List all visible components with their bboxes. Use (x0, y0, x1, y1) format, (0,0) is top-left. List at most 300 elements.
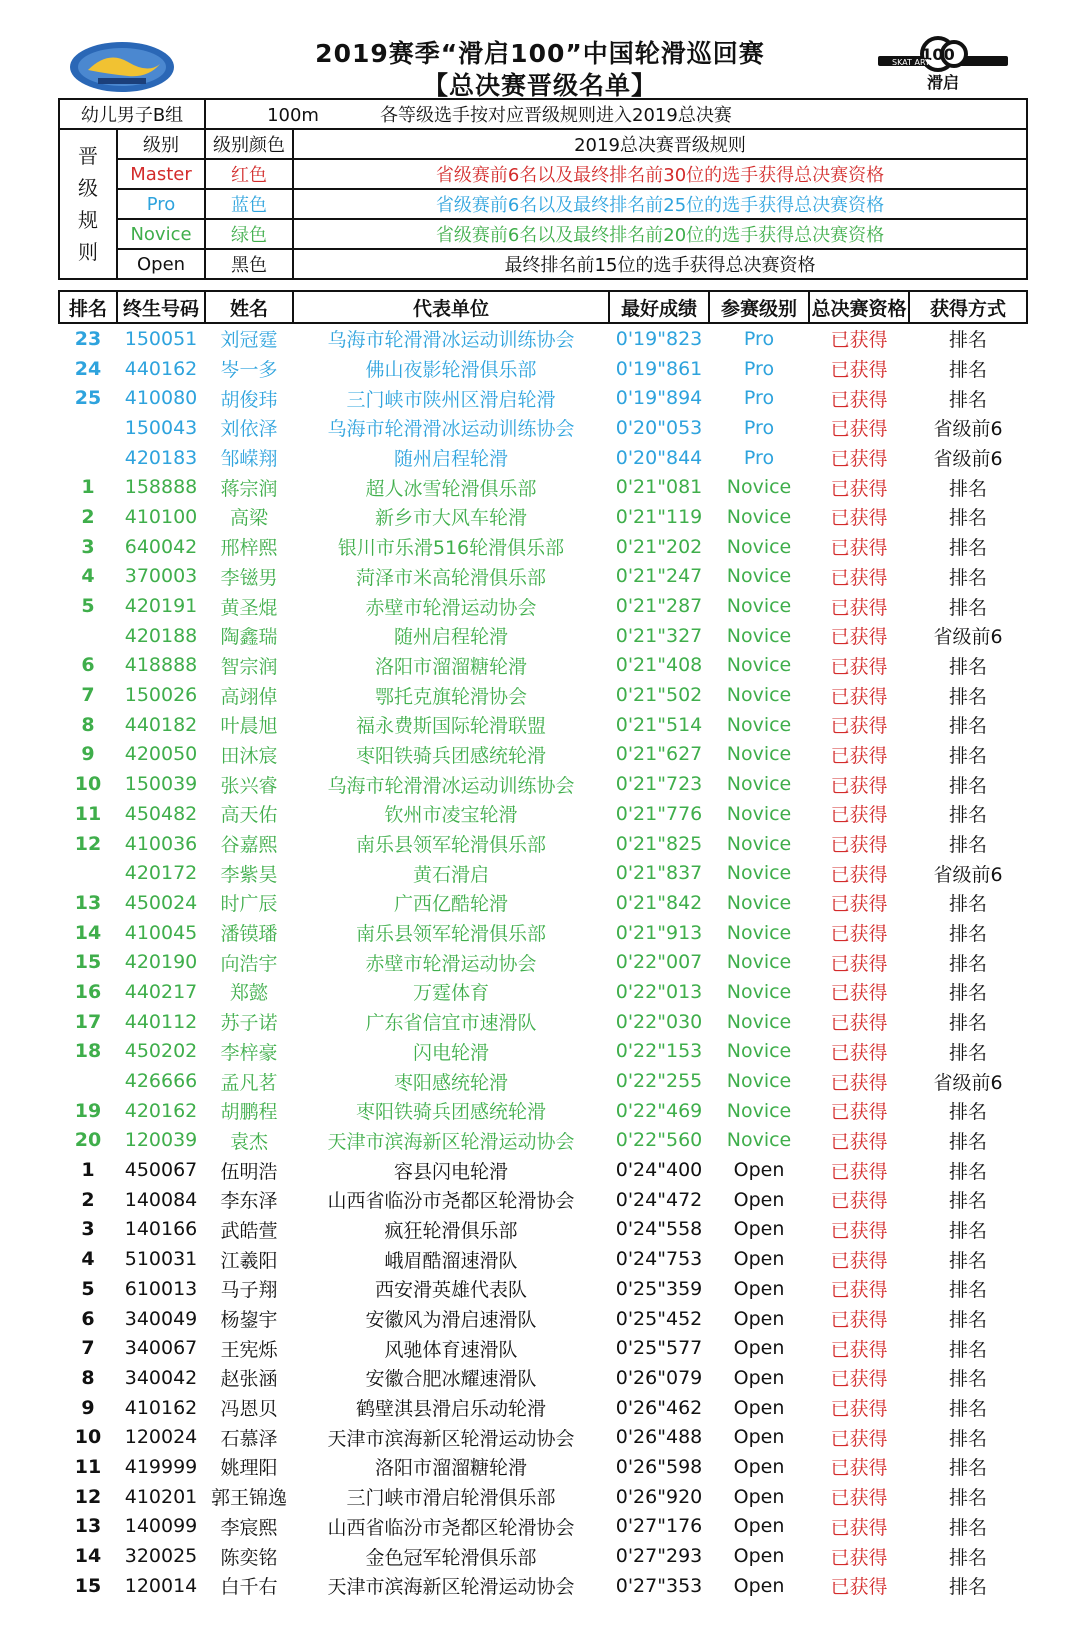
cell-method: 排名 (948, 1041, 987, 1064)
cell-qualification: 已获得 (830, 1576, 888, 1599)
cell-level: Open (733, 1277, 785, 1300)
cell-time: 0'26"598 (615, 1455, 703, 1478)
cell-id: 120039 (124, 1129, 198, 1152)
cell-level: Novice (726, 1040, 792, 1063)
cell-method: 排名 (948, 1219, 987, 1242)
cell-level: Novice (726, 1070, 792, 1093)
cell-rank (59, 1066, 117, 1096)
cell-unit: 新乡市大风车轮滑 (374, 507, 527, 530)
table-row (59, 1244, 1027, 1274)
rule-color: 黑色 (205, 249, 293, 279)
cell-time: 0'25"359 (615, 1277, 703, 1300)
cell-unit: 赤壁市轮滑运动协会 (365, 952, 537, 975)
cell-qualification: 已获得 (830, 774, 888, 797)
page-subtitle: 【总决赛晋级名单】 (422, 71, 657, 100)
cell-time: 0'24"558 (615, 1218, 703, 1241)
table-row (59, 591, 1027, 621)
cell-time: 0'20"053 (615, 416, 703, 439)
cell-rank (59, 413, 117, 443)
cell-time: 0'21"247 (615, 565, 703, 588)
rule-level: Open (117, 249, 205, 279)
cell-rank: 19 (74, 1099, 102, 1122)
cell-qualification: 已获得 (830, 1487, 888, 1510)
cell-qualification: 已获得 (830, 1516, 888, 1539)
cell-name: 武皓萱 (220, 1219, 278, 1242)
cell-rank: 13 (74, 1515, 102, 1538)
cell-id: 420191 (124, 595, 198, 618)
cell-rank (59, 443, 117, 473)
rule-level: Pro (117, 189, 205, 219)
table-row (59, 323, 1027, 354)
cell-rank: 7 (81, 684, 95, 707)
cell-unit: 闪电轮滑 (412, 1041, 489, 1064)
table-row (59, 562, 1027, 592)
cell-rank: 3 (81, 1218, 95, 1241)
table-row (59, 977, 1027, 1007)
document-header (0, 0, 1080, 98)
cell-method: 排名 (948, 1398, 987, 1421)
cell-rank: 16 (74, 980, 102, 1003)
cell-unit: 天津市滨海新区轮滑运动协会 (327, 1576, 575, 1599)
cell-id: 120014 (124, 1574, 198, 1597)
cell-qualification: 已获得 (830, 1130, 888, 1153)
cell-id: 420188 (124, 624, 198, 647)
cell-method: 排名 (948, 1457, 987, 1480)
cell-level: Novice (726, 832, 792, 855)
cell-name: 郭王锦逸 (210, 1487, 287, 1510)
rule-text: 省级赛前6名以及最终排名前20位的选手获得总决赛资格 (293, 219, 1027, 249)
cell-name: 王宪烁 (220, 1338, 278, 1361)
cell-time: 0'21"502 (615, 684, 703, 707)
cell-id: 450202 (124, 1040, 198, 1063)
rule-color: 蓝色 (205, 189, 293, 219)
cell-name: 赵张涵 (220, 1368, 278, 1391)
cell-level: Novice (726, 980, 792, 1003)
rule-color: 绿色 (205, 219, 293, 249)
cell-name: 李镃男 (220, 566, 278, 589)
cell-method: 排名 (948, 1338, 987, 1361)
cell-time: 0'22"153 (615, 1040, 703, 1063)
cell-rank: 5 (81, 595, 95, 618)
cell-time: 0'26"079 (615, 1366, 703, 1389)
cell-name: 岑一多 (220, 359, 278, 382)
table-row (59, 680, 1027, 710)
cell-name: 李梓豪 (220, 1041, 278, 1064)
cell-id: 340049 (124, 1307, 198, 1330)
cell-name: 陶鑫瑞 (220, 626, 278, 649)
cell-method: 排名 (948, 804, 987, 827)
cell-rank: 15 (74, 1574, 102, 1597)
cell-qualification: 已获得 (830, 1249, 888, 1272)
cell-rank: 20 (74, 1129, 102, 1152)
rules-header-row (59, 129, 1027, 159)
table-row (59, 354, 1027, 384)
cell-level: Novice (726, 565, 792, 588)
cell-time: 0'22"007 (615, 951, 703, 974)
cell-qualification: 已获得 (830, 1398, 888, 1421)
table-row (59, 829, 1027, 859)
rule-text: 省级赛前6名以及最终排名前30位的选手获得总决赛资格 (293, 159, 1027, 189)
table-row (59, 1007, 1027, 1037)
cell-time: 0'19"823 (615, 327, 703, 350)
group-event-note (205, 99, 1027, 129)
cell-method: 排名 (948, 1249, 987, 1272)
cell-level: Novice (726, 684, 792, 707)
cell-method: 排名 (948, 1546, 987, 1569)
cell-qualification: 已获得 (830, 863, 888, 886)
cell-rank: 14 (74, 1545, 102, 1568)
cell-method: 省级前6 (933, 626, 1003, 649)
cell-level: Open (733, 1366, 785, 1389)
table-row (59, 1363, 1027, 1393)
cell-unit: 峨眉酷溜速滑队 (384, 1249, 518, 1272)
table-row (59, 799, 1027, 829)
col-header-time: 最好成绩 (609, 291, 709, 323)
cell-qualification: 已获得 (830, 655, 888, 678)
cell-id: 340067 (124, 1337, 198, 1360)
cell-qualification: 已获得 (830, 1041, 888, 1064)
table-row (59, 502, 1027, 532)
cell-level: Novice (726, 802, 792, 825)
cell-method: 排名 (948, 596, 987, 619)
qualification-rules-table (58, 98, 1028, 280)
cell-qualification: 已获得 (830, 418, 888, 441)
cell-level: Novice (726, 505, 792, 528)
cell-id: 150039 (124, 773, 198, 796)
cell-name: 蒋宗润 (220, 477, 278, 500)
cell-time: 0'26"920 (615, 1485, 703, 1508)
cell-name: 陈奕铭 (220, 1546, 278, 1569)
cell-id: 450024 (124, 891, 198, 914)
cell-method: 排名 (948, 359, 987, 382)
col-header-qualification: 总决赛资格 (809, 291, 909, 323)
table-row (59, 1422, 1027, 1452)
cell-id: 410162 (124, 1396, 198, 1419)
cell-id: 120024 (124, 1426, 198, 1449)
cell-rank (59, 621, 117, 651)
cell-qualification: 已获得 (830, 744, 888, 767)
cell-rank: 15 (74, 951, 102, 974)
cell-level: Open (733, 1188, 785, 1211)
cell-rank: 7 (81, 1337, 95, 1360)
cell-time: 0'24"400 (615, 1159, 703, 1182)
cell-unit: 洛阳市溜溜糖轮滑 (374, 1457, 527, 1480)
results-body (59, 323, 1027, 1601)
cell-qualification: 已获得 (830, 685, 888, 708)
cell-time: 0'22"469 (615, 1099, 703, 1122)
table-row (59, 710, 1027, 740)
cell-time: 0'21"776 (615, 802, 703, 825)
cell-rank: 10 (74, 1426, 102, 1449)
cell-rank: 2 (81, 1188, 95, 1211)
group-name: 幼儿男子B组 (59, 99, 205, 129)
cell-id: 140099 (124, 1515, 198, 1538)
table-row (59, 532, 1027, 562)
cell-qualification: 已获得 (830, 1546, 888, 1569)
cell-qualification: 已获得 (830, 1071, 888, 1094)
logo-number: 100 (921, 45, 955, 64)
cell-method: 省级前6 (933, 1071, 1003, 1094)
cell-unit: 广西亿酷轮滑 (393, 893, 508, 916)
cell-id: 640042 (124, 535, 198, 558)
cell-qualification: 已获得 (830, 596, 888, 619)
cell-unit: 菏泽市米高轮滑俱乐部 (355, 566, 546, 589)
cell-id: 150043 (124, 416, 198, 439)
cell-id: 450482 (124, 802, 198, 825)
col-header-rank: 排名 (59, 291, 117, 323)
cell-id: 150051 (124, 327, 198, 350)
cell-time: 0'24"472 (615, 1188, 703, 1211)
cell-name: 智宗润 (220, 655, 278, 678)
table-row (59, 1185, 1027, 1215)
cell-time: 0'27"353 (615, 1574, 703, 1597)
group-info-row (59, 99, 1027, 129)
cell-name: 李东泽 (220, 1190, 278, 1213)
cell-id: 410201 (124, 1485, 198, 1508)
cell-name: 黄圣焜 (220, 596, 278, 619)
cell-unit: 佛山夜影轮滑俱乐部 (365, 359, 537, 382)
cell-unit: 乌海市轮滑滑冰运动训练协会 (327, 418, 575, 441)
cell-qualification: 已获得 (830, 1279, 888, 1302)
logo-text: SKAT ART (892, 58, 930, 67)
cell-name: 姚理阳 (220, 1457, 278, 1480)
cell-qualification: 已获得 (830, 1012, 888, 1035)
cell-name: 孟凡茗 (220, 1071, 278, 1094)
cell-unit: 鄂托克旗轮滑协会 (374, 685, 527, 708)
cell-time: 0'21"825 (615, 832, 703, 855)
table-row (59, 769, 1027, 799)
cell-rank: 11 (74, 1455, 102, 1478)
cell-qualification: 已获得 (830, 448, 888, 471)
cell-rank: 3 (81, 535, 95, 558)
table-row (59, 621, 1027, 651)
cell-rank: 2 (81, 505, 95, 528)
cell-method: 省级前6 (933, 863, 1003, 886)
cell-time: 0'21"627 (615, 743, 703, 766)
cell-rank: 6 (81, 1307, 95, 1330)
cell-qualification: 已获得 (830, 1338, 888, 1361)
rule-text: 省级赛前6名以及最终排名前25位的选手获得总决赛资格 (293, 189, 1027, 219)
table-row (59, 947, 1027, 977)
cell-level: Novice (726, 624, 792, 647)
cell-name: 胡鹏程 (220, 1101, 278, 1124)
cell-level: Novice (726, 595, 792, 618)
cell-id: 370003 (124, 565, 198, 588)
cell-level: Open (733, 1218, 785, 1241)
cell-name: 时广辰 (220, 893, 278, 916)
cell-level: Open (733, 1307, 785, 1330)
cell-rank: 18 (74, 1040, 102, 1063)
cell-unit: 枣阳感统轮滑 (393, 1071, 508, 1094)
cell-time: 0'22"560 (615, 1129, 703, 1152)
cell-time: 0'21"202 (615, 535, 703, 558)
rules-header-rule: 2019总决赛晋级规则 (293, 129, 1027, 159)
cell-name: 马子翔 (220, 1279, 278, 1302)
cell-method: 排名 (948, 1160, 987, 1183)
cell-name: 高翊倬 (220, 685, 278, 708)
cell-rank: 8 (81, 1366, 95, 1389)
cell-name: 高天佑 (220, 804, 278, 827)
cell-rank: 25 (74, 387, 102, 410)
cell-method: 排名 (948, 834, 987, 857)
cell-rank: 14 (74, 921, 102, 944)
table-row (59, 858, 1027, 888)
cell-method: 排名 (948, 1368, 987, 1391)
table-row (59, 1215, 1027, 1245)
cell-name: 白千右 (220, 1576, 278, 1599)
cell-level: Novice (726, 891, 792, 914)
col-header-id: 终生号码 (117, 291, 205, 323)
cell-name: 张兴睿 (220, 774, 278, 797)
cell-method: 排名 (948, 744, 987, 767)
cell-id: 410045 (124, 921, 198, 944)
cell-method: 排名 (948, 982, 987, 1005)
rule-color: 红色 (205, 159, 293, 189)
cell-id: 440112 (124, 1010, 198, 1033)
rule-level: Master (117, 159, 205, 189)
cell-method: 排名 (948, 1130, 987, 1153)
cell-id: 510031 (124, 1248, 198, 1271)
cell-unit: 疯狂轮滑俱乐部 (384, 1219, 518, 1242)
cell-level: Novice (726, 862, 792, 885)
cell-rank: 1 (81, 1159, 95, 1182)
cell-method: 排名 (948, 715, 987, 738)
table-row (59, 1066, 1027, 1096)
cell-time: 0'21"842 (615, 891, 703, 914)
cell-rank: 8 (81, 713, 95, 736)
cell-qualification: 已获得 (830, 537, 888, 560)
cell-id: 420050 (124, 743, 198, 766)
cell-method: 省级前6 (933, 418, 1003, 441)
cell-time: 0'19"894 (615, 387, 703, 410)
rule-row-pro (59, 189, 1027, 219)
cell-id: 610013 (124, 1277, 198, 1300)
cell-time: 0'20"844 (615, 446, 703, 469)
cell-name: 冯恩贝 (220, 1398, 278, 1421)
cell-time: 0'21"287 (615, 595, 703, 618)
cell-method: 排名 (948, 1516, 987, 1539)
cell-time: 0'21"081 (615, 476, 703, 499)
cell-unit: 风驰体育速滑队 (384, 1338, 518, 1361)
cell-time: 0'21"514 (615, 713, 703, 736)
cell-qualification: 已获得 (830, 329, 888, 352)
cell-id: 340042 (124, 1366, 198, 1389)
cell-rank: 24 (74, 357, 102, 380)
cell-time: 0'22"030 (615, 1010, 703, 1033)
cell-name: 郑懿 (229, 982, 268, 1005)
rule-row-master (59, 159, 1027, 189)
cell-qualification: 已获得 (830, 834, 888, 857)
cell-level: Open (733, 1337, 785, 1360)
cell-method: 排名 (948, 507, 987, 530)
cell-level: Novice (726, 713, 792, 736)
cell-method: 省级前6 (933, 448, 1003, 471)
cell-level: Pro (743, 327, 775, 350)
cell-time: 0'27"293 (615, 1545, 703, 1568)
cell-method: 排名 (948, 1190, 987, 1213)
page-title: 2019赛季“滑启100”中国轮滑巡回赛 (315, 39, 765, 68)
qualified-athletes-table (58, 290, 1028, 1601)
cell-rank: 12 (74, 1485, 102, 1508)
cell-qualification: 已获得 (830, 359, 888, 382)
col-header-method: 获得方式 (909, 291, 1027, 323)
cell-id: 426666 (124, 1070, 198, 1093)
event-note: 各等级选手按对应晋级规则进入2019总决赛 (380, 105, 732, 126)
cell-time: 0'21"327 (615, 624, 703, 647)
cell-id: 420190 (124, 951, 198, 974)
cell-rank: 5 (81, 1277, 95, 1300)
cell-id: 140166 (124, 1218, 198, 1241)
cell-id: 420162 (124, 1099, 198, 1122)
cell-time: 0'25"452 (615, 1307, 703, 1330)
cell-rank (59, 858, 117, 888)
table-row (59, 1037, 1027, 1067)
cell-method: 排名 (948, 893, 987, 916)
cell-qualification: 已获得 (830, 1101, 888, 1124)
cell-method: 排名 (948, 774, 987, 797)
cell-method: 排名 (948, 655, 987, 678)
cell-unit: 金色冠军轮滑俱乐部 (365, 1546, 537, 1569)
cell-unit: 枣阳铁骑兵团感统轮滑 (355, 744, 546, 767)
table-row (59, 1393, 1027, 1423)
table-row (59, 740, 1027, 770)
cell-qualification: 已获得 (830, 1309, 888, 1332)
table-row (59, 1126, 1027, 1156)
cell-name: 伍明浩 (220, 1160, 278, 1183)
cell-level: Pro (743, 446, 775, 469)
cell-time: 0'26"462 (615, 1396, 703, 1419)
table-row (59, 1482, 1027, 1512)
cell-qualification: 已获得 (830, 1160, 888, 1183)
cell-level: Pro (743, 357, 775, 380)
table-row (59, 1274, 1027, 1304)
cell-name: 李宸熙 (220, 1516, 278, 1539)
cell-level: Novice (726, 773, 792, 796)
cell-rank: 17 (74, 1010, 102, 1033)
cell-rank: 4 (81, 565, 95, 588)
cell-time: 0'21"837 (615, 862, 703, 885)
cell-rank: 6 (81, 654, 95, 677)
cell-rank: 9 (81, 743, 95, 766)
cell-method: 排名 (948, 1487, 987, 1510)
cell-id: 150026 (124, 684, 198, 707)
cell-unit: 南乐县领军轮滑俱乐部 (355, 923, 546, 946)
cell-rank: 13 (74, 891, 102, 914)
cell-qualification: 已获得 (830, 477, 888, 500)
cell-time: 0'21"723 (615, 773, 703, 796)
cell-unit: 西安滑英雄代表队 (374, 1279, 527, 1302)
cell-level: Open (733, 1574, 785, 1597)
cell-rank: 11 (74, 802, 102, 825)
cell-method: 排名 (948, 952, 987, 975)
cell-unit: 山西省临汾市尧都区轮滑协会 (327, 1516, 575, 1539)
cell-unit: 乌海市轮滑滑冰运动训练协会 (327, 774, 575, 797)
cell-level: Novice (726, 1010, 792, 1033)
cell-name: 向浩宇 (220, 952, 278, 975)
cell-unit: 洛阳市溜溜糖轮滑 (374, 655, 527, 678)
cell-qualification: 已获得 (830, 804, 888, 827)
cell-unit: 天津市滨海新区轮滑运动协会 (327, 1130, 575, 1153)
cell-id: 320025 (124, 1545, 198, 1568)
cell-level: Open (733, 1545, 785, 1568)
cell-id: 410080 (124, 387, 198, 410)
table-row (59, 383, 1027, 413)
table-row (59, 1571, 1027, 1601)
cell-name: 邢梓熙 (220, 537, 278, 560)
table-row (59, 413, 1027, 443)
cell-unit: 安徽风为滑启速滑队 (365, 1309, 537, 1332)
cell-unit: 银川市乐滑516轮滑俱乐部 (337, 537, 565, 560)
